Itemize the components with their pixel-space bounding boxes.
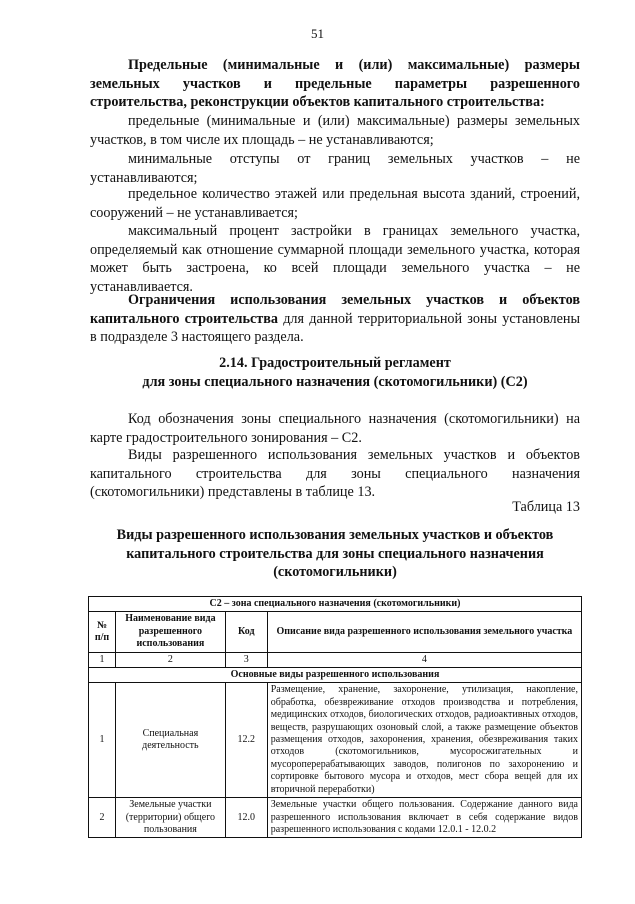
- table-row: [89, 798, 582, 838]
- row-1-code: 12.2: [225, 683, 267, 798]
- zone-code-paragraph: Код обозначения зоны специального назначения (скотомогильники) на карте градостроительного зонирования – С2.: [90, 411, 580, 446]
- row-1-description: Размещение, хранение, захоронение, утилизация, накопление, обработка, обезвреживание отходов производства и потребления, медицинских отходов, биологических отходов, радиоактивных отходов, веществ, разрушающих озоновый слой, а также размещение объектов размещения отходов, захоронения, хранения, обезвреживания таких отходов (скотомогильников, мусоросжигательных и мусороперерабатывающих заводов, полигонов по захоронению и сортировке бытового мусора и отходов, мест сбора вещей для их вторичной переработки): [267, 683, 581, 798]
- table-caption-cell: С2 – зона специального назначения (скотомогильники): [89, 597, 582, 612]
- section-title-line-1: 2.14. Градостроительный регламент: [219, 355, 451, 371]
- column-number-1: 1: [89, 652, 116, 667]
- row-1-name: Специальная деятельность: [115, 683, 225, 798]
- page-number: 51: [311, 26, 324, 41]
- limit-item-4: максимальный процент застройки в границах земельного участка, определяемый как отношение суммарной площади земельного участка, которая может быть застроена, ко всей площади земельного участка – не устанавливается.: [90, 223, 580, 295]
- header-num: № п/п: [89, 612, 116, 652]
- table-row: [89, 683, 582, 798]
- table-header-row: [89, 612, 582, 652]
- header-code: Код: [225, 612, 267, 652]
- row-1-num: 1: [89, 683, 116, 798]
- row-2-code: 12.0: [225, 798, 267, 838]
- limit-item-3: предельное количество этажей или предельная высота зданий, строений, сооружений – не устанавливается;: [90, 186, 580, 221]
- limit-item-2: минимальные отступы от границ земельных участков – не устанавливаются;: [90, 151, 580, 186]
- limit-item-1: предельные (минимальные и (или) максимальные) размеры земельных участков, в том числе их площадь – не устанавливаются;: [90, 113, 580, 148]
- table-label: Таблица 13: [512, 499, 580, 515]
- permitted-uses-paragraph: Виды разрешенного использования земельных участков и объектов капитального строительства для зоны специального назначения (скотомогильники) представлены в таблице 13.: [90, 447, 580, 501]
- table-title-line-1: Виды разрешенного использования земельных участков и объектов: [116, 527, 554, 543]
- section-title: [90, 354, 580, 391]
- row-2-name: Земельные участки (территории) общего пользования: [115, 798, 225, 838]
- header-description: Описание вида разрешенного использования земельного участка: [267, 612, 581, 652]
- restrictions-bold: Ограничения использования земельных участков и объектов капитального строительства: [90, 292, 580, 327]
- limits-heading: [90, 56, 580, 112]
- table-title: [90, 526, 580, 582]
- table-title-line-2: капитального строительства для зоны специального назначения: [126, 545, 544, 562]
- column-number-2: 2: [115, 652, 225, 667]
- restrictions-rest: для данной территориальной зоны установлены в подразделе 3 настоящего раздела.: [90, 310, 580, 346]
- column-number-4: 4: [267, 652, 581, 667]
- restrictions-paragraph: [90, 291, 580, 347]
- permitted-uses-table: [88, 596, 582, 838]
- table-group-row: [89, 668, 582, 683]
- limits-heading-text: Предельные (минимальные и (или) максимальные) размеры земельных участков и предельные параметры разрешенного строительства, реконструкции объектов капитального строительства:: [90, 57, 580, 111]
- group-main-uses: Основные виды разрешенного использования: [89, 668, 582, 683]
- section-title-line-2: для зоны специального назначения (скотомогильники) (С2): [142, 373, 528, 390]
- header-name: Наименование вида разрешенного использования: [115, 612, 225, 652]
- column-number-3: 3: [225, 652, 267, 667]
- table-column-number-row: [89, 652, 582, 667]
- table-title-line-3: (скотомогильники): [273, 564, 397, 581]
- row-2-num: 2: [89, 798, 116, 838]
- table-caption-row: [89, 597, 582, 612]
- row-2-description: Земельные участки общего пользования. Содержание данного вида разрешенного использования включает в себя содержание видов разрешенного использования с кодами 12.0.1 - 12.0.2: [267, 798, 581, 838]
